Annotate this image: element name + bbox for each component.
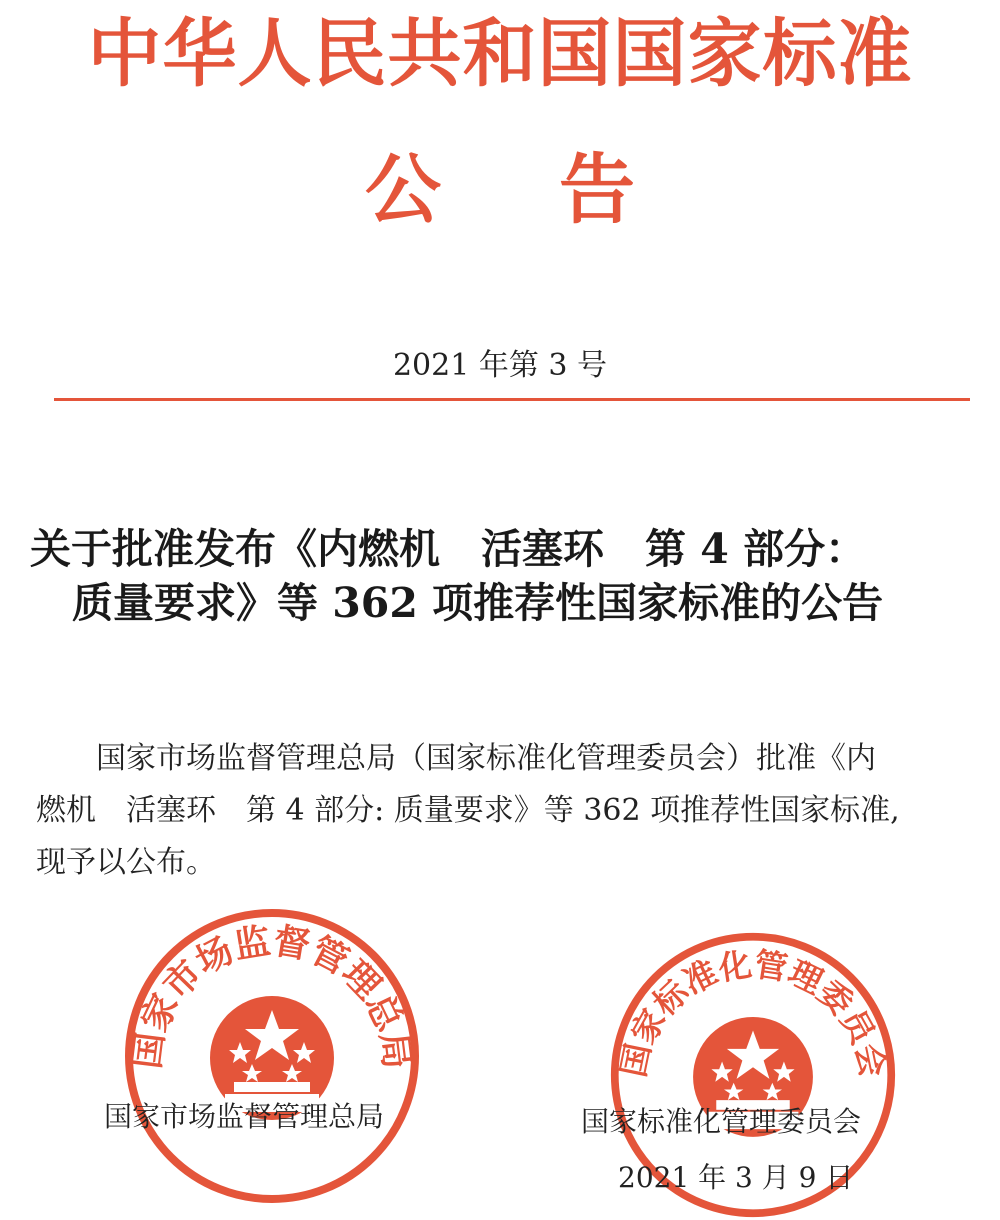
seal-right-arc-text: 国家标准化管理委员会: [613, 944, 893, 1081]
document-number: 2021 年第 3 号: [392, 348, 608, 383]
header-subtitle-char-2: 告: [559, 145, 635, 234]
notice-title-line-2: 质量要求》等 362 项推荐性国家标准的公告: [72, 579, 884, 627]
body-line-1: 国家市场监督管理总局（国家标准化管理委员会）批准《内: [96, 741, 876, 776]
header-subtitle-char-1: 公: [365, 145, 441, 234]
body-line-3: 现予以公布。: [36, 845, 216, 880]
notice-body: [36, 733, 980, 889]
header-subtitle: [0, 140, 1000, 240]
body-line-2: 燃机 活塞环 第 4 部分: 质量要求》等 362 项推荐性国家标准,: [36, 793, 900, 828]
seal-left-arc-text: 国家市场监督管理总局: [125, 919, 419, 1072]
red-divider-line: [54, 398, 970, 401]
notice-title-line-1: 关于批准发布《内燃机 活塞环 第 4 部分：: [30, 525, 867, 573]
signer-right: 国家标准化管理委员会: [581, 1105, 862, 1138]
signature-date: 2021 年 3 月 9 日: [618, 1161, 854, 1194]
official-seal-left: [122, 906, 422, 1206]
signer-left: 国家市场监督管理总局: [104, 1100, 385, 1133]
notice-title: [30, 522, 980, 630]
header-title: 中华人民共和国国家标准: [87, 11, 913, 97]
